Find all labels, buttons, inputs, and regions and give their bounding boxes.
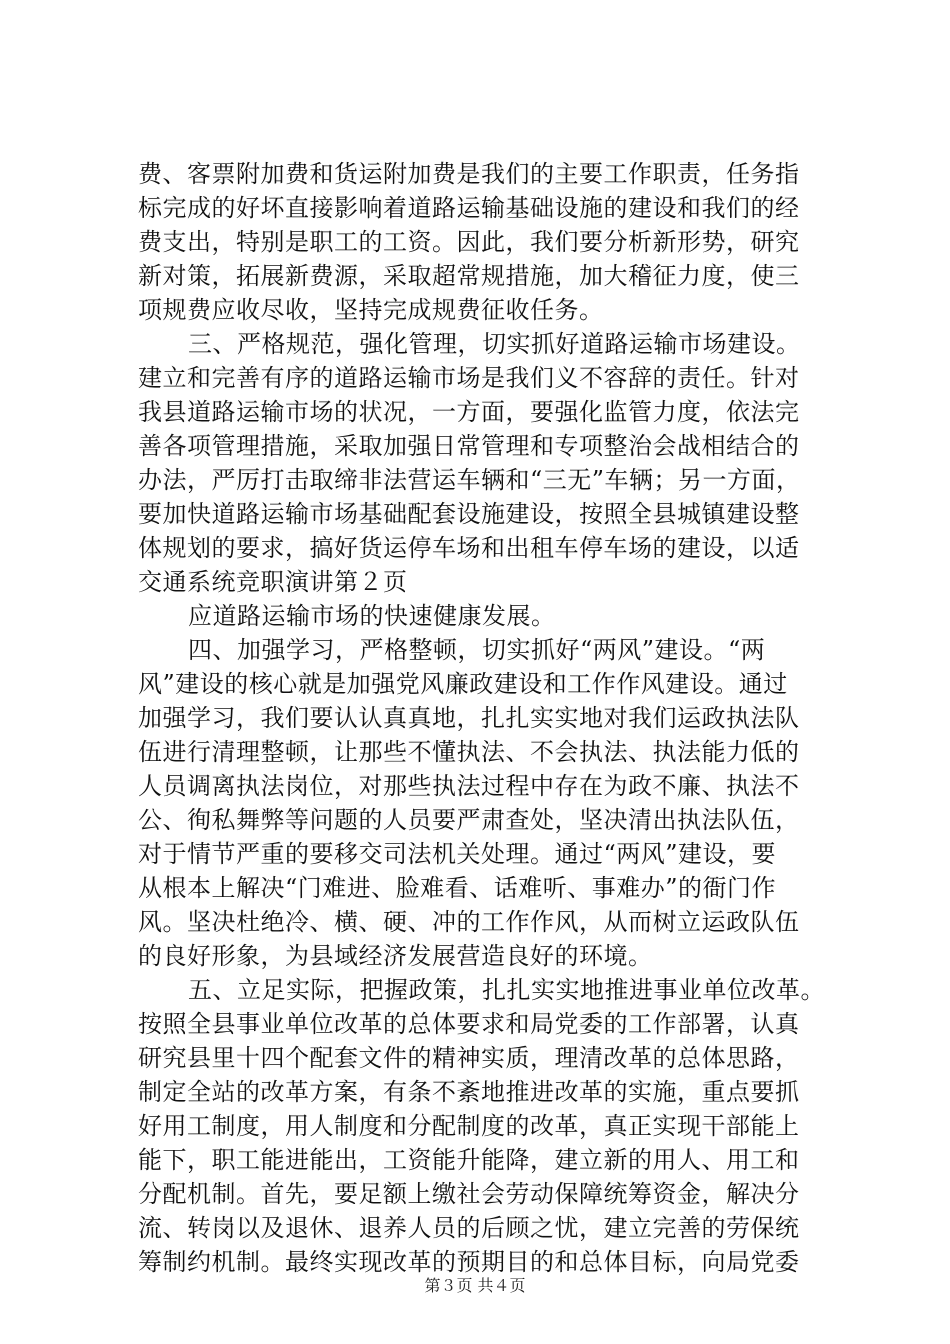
text-line: 我县道路运输市场的状况，一方面，要强化监管力度，依法完	[138, 398, 800, 426]
document-body	[138, 157, 838, 1279]
text-line: 办法，严厉打击取缔非法营运车辆和“三无”车辆；另一方面，	[138, 466, 801, 494]
text-line: 对于情节严重的要移交司法机关处理。通过“两风”建设，要	[138, 840, 777, 868]
text-line: 伍进行清理整顿，让那些不懂执法、不会执法、执法能力低的	[138, 738, 800, 766]
text-line: 费支出，特别是职工的工资。因此，我们要分析新形势，研究	[138, 228, 800, 256]
text-line: 项规费应收尽收，坚持完成规费征收任务。	[138, 296, 604, 324]
text-line: 应道路运输市场的快速健康发展。	[188, 602, 556, 630]
text-line: 四、加强学习，严格整顿，切实抓好“两风”建设。“两	[188, 636, 766, 664]
text-line: 费、客票附加费和货运附加费是我们的主要工作职责，任务指	[138, 160, 800, 188]
text-line: 人员调离执法岗位，对那些执法过程中存在为政不廉、执法不	[138, 772, 800, 800]
text-line: 能下，职工能进能出，工资能升能降，建立新的用人、用工和	[138, 1146, 800, 1174]
text-line: 按照全县事业单位改革的总体要求和局党委的工作部署，认真	[138, 1010, 800, 1038]
text-line: 筹制约机制。最终实现改革的预期目的和总体目标，向局党委	[138, 1248, 800, 1276]
text-line: 的良好形象，为县域经济发展营造良好的环境。	[138, 942, 653, 970]
text-line: 风”建设的核心就是加强党风廉政建设和工作作风建设。通过	[138, 670, 788, 698]
text-line: 风。坚决杜绝冷、横、硬、冲的工作作风，从而树立运政队伍	[138, 908, 800, 936]
text-line: 加强学习，我们要认认真真地，扎扎实实地对我们运政执法队	[138, 704, 800, 732]
text-line: 好用工制度，用人制度和分配制度的改革，真正实现干部能上	[138, 1112, 800, 1140]
text-line: 标完成的好坏直接影响着道路运输基础设施的建设和我们的经	[138, 194, 800, 222]
text-line: 新对策，拓展新费源，采取超常规措施，加大稽征力度，使三	[138, 262, 800, 290]
text-line: 体规划的要求，搞好货运停车场和出租车停车场的建设，以适	[138, 534, 800, 562]
text-line: 交通系统竞职演讲第２页	[138, 568, 408, 596]
page-footer: 第３页 共４页	[424, 1276, 526, 1295]
text-line: 要加快道路运输市场基础配套设施建设，按照全县城镇建设整	[138, 500, 800, 528]
text-line: 公、徇私舞弊等问题的人员要严肃查处，坚决清出执法队伍，	[138, 806, 800, 834]
text-line: 流、转岗以及退休、退养人员的后顾之忧，建立完善的劳保统	[138, 1214, 800, 1242]
text-line: 制定全站的改革方案，有条不紊地推进改革的实施，重点要抓	[138, 1078, 800, 1106]
text-line: 建立和完善有序的道路运输市场是我们义不容辞的责任。针对	[138, 364, 800, 392]
text-line: 分配机制。首先，要足额上缴社会劳动保障统筹资金，解决分	[138, 1180, 800, 1208]
text-line: 三、严格规范，强化管理，切实抓好道路运输市场建设。	[188, 330, 801, 358]
text-line: 善各项管理措施，采取加强日常管理和专项整治会战相结合的	[138, 432, 800, 460]
text-line: 从根本上解决“门难进、脸难看、话难听、事难办”的衙门作	[138, 874, 777, 902]
text-line: 五、立足实际，把握政策，扎扎实实地推进事业单位改革。	[188, 976, 825, 1004]
text-line: 研究县里十四个配套文件的精神实质，理清改革的总体思路，	[138, 1044, 800, 1072]
